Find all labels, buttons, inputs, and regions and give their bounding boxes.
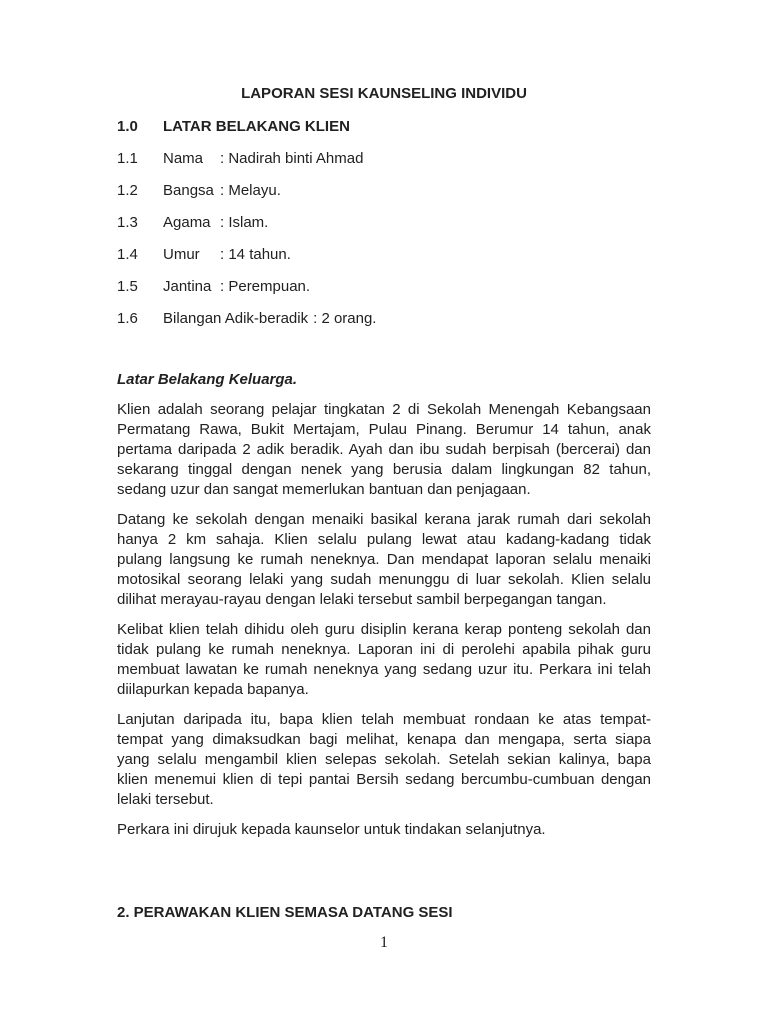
paragraph-line: pulang langsung ke rumah neneknya. Dan mendapat laporan selalu menaiki bbox=[117, 551, 651, 568]
item-separator: : bbox=[220, 246, 225, 263]
paragraph bbox=[117, 820, 651, 840]
paragraph bbox=[117, 510, 651, 610]
item-separator: : bbox=[220, 182, 225, 199]
paragraph-line: tidak pulang ke rumah neneknya. Laporan ini di perolehi apabila pihak guru bbox=[117, 641, 651, 658]
paragraph-line: dilihat merayau-rayau dengan lelaki tersebut sambil berpegangan tangan. bbox=[117, 591, 607, 608]
item-label: Nama bbox=[163, 150, 204, 167]
item-label: Jantina bbox=[163, 278, 212, 295]
paragraph-line: Permatang Rawa, Bukit Mertajam, Pulau Pinang. Berumur 14 tahun, anak bbox=[117, 421, 651, 438]
paragraph bbox=[117, 400, 651, 500]
paragraph-line: hanya 2 km sahaja. Klien selalu pulang lewat atau kadang-kadang tidak bbox=[117, 531, 651, 548]
item-label: Bilangan Adik-beradik bbox=[163, 310, 309, 327]
paragraph-line: klien menemui klien di tepi pantai Bersih sedang bercumbu-cumbuan dengan bbox=[117, 771, 651, 788]
paragraph-line: Kelibat klien telah dihidu oleh guru disiplin kerana kerap ponteng sekolah dan bbox=[117, 621, 651, 638]
item-label: Umur bbox=[163, 246, 200, 263]
item-value: Nadirah binti Ahmad bbox=[228, 150, 364, 167]
item-value: 14 tahun. bbox=[228, 246, 291, 263]
item-number: 1.2 bbox=[117, 182, 138, 199]
item-value: Perempuan. bbox=[228, 278, 311, 295]
item-value: Melayu. bbox=[228, 182, 281, 199]
paragraph-line: motosikal seorang lelaki yang sudah menunggu di luar sekolah. Klien selalu bbox=[117, 571, 651, 588]
item-label: Agama bbox=[163, 214, 211, 231]
document-title: LAPORAN SESI KAUNSELING INDIVIDU bbox=[241, 85, 527, 102]
paragraph-line: lelaki tersebut. bbox=[117, 791, 214, 808]
item-number: 1.4 bbox=[117, 246, 138, 263]
family-background-paragraphs bbox=[117, 400, 651, 840]
list-item bbox=[117, 245, 651, 265]
item-label: Bangsa bbox=[163, 182, 214, 199]
list-item bbox=[117, 277, 651, 297]
item-separator: : bbox=[313, 310, 318, 327]
paragraph-line: sekarang tinggal dengan nenek yang berusia dalam lingkungan 82 tahun, bbox=[117, 461, 651, 478]
item-separator: : bbox=[220, 214, 225, 231]
item-value: Islam. bbox=[228, 214, 269, 231]
paragraph-line: diilapurkan kepada bapanya. bbox=[117, 681, 309, 698]
item-value: 2 orang. bbox=[321, 310, 377, 327]
paragraph bbox=[117, 710, 651, 810]
paragraph-line: Datang ke sekolah dengan menaiki basikal kerana jarak rumah dari sekolah bbox=[117, 511, 651, 528]
section1-number: 1.0 bbox=[117, 118, 138, 135]
page-number: 1 bbox=[380, 934, 388, 951]
paragraph-line: Klien adalah seorang pelajar tingkatan 2 di Sekolah Menengah Kebangsaan bbox=[117, 401, 651, 418]
paragraph bbox=[117, 620, 651, 700]
list-item bbox=[117, 181, 651, 201]
item-separator: : bbox=[220, 150, 225, 167]
paragraph-line: Perkara ini dirujuk kepada kaunselor untuk tindakan selanjutnya. bbox=[117, 821, 546, 838]
list-item bbox=[117, 213, 651, 233]
client-details-list bbox=[117, 149, 651, 329]
item-number: 1.1 bbox=[117, 150, 138, 167]
section2-heading: 2. PERAWAKAN KLIEN SEMASA DATANG SESI bbox=[117, 904, 453, 921]
item-number: 1.5 bbox=[117, 278, 138, 295]
item-number: 1.3 bbox=[117, 214, 138, 231]
paragraph-line: sedang uzur dan sangat memerlukan bantuan dan penjagaan. bbox=[117, 481, 531, 498]
list-item bbox=[117, 309, 651, 329]
list-item bbox=[117, 149, 651, 169]
paragraph-line: yang selalu mengambil klien selepas sekolah. Setelah sekian kalinya, bapa bbox=[117, 751, 651, 768]
item-number: 1.6 bbox=[117, 310, 138, 327]
paragraph-line: membuat lawatan ke rumah neneknya yang sedang uzur itu. Perkara ini telah bbox=[117, 661, 651, 678]
section1-heading-row bbox=[117, 117, 651, 137]
paragraph-line: pertama daripada 2 adik beradik. Ayah dan ibu sudah berpisah (bercerai) dan bbox=[117, 441, 651, 458]
family-background-heading: Latar Belakang Keluarga. bbox=[117, 371, 298, 388]
section1-heading: LATAR BELAKANG KLIEN bbox=[163, 118, 350, 135]
item-separator: : bbox=[220, 278, 225, 295]
paragraph-line: Lanjutan daripada itu, bapa klien telah membuat rondaan ke atas tempat- bbox=[117, 711, 651, 728]
paragraph-line: tempat yang dimaksudkan bagi melihat, kenapa dan mengapa, serta siapa bbox=[117, 731, 651, 748]
